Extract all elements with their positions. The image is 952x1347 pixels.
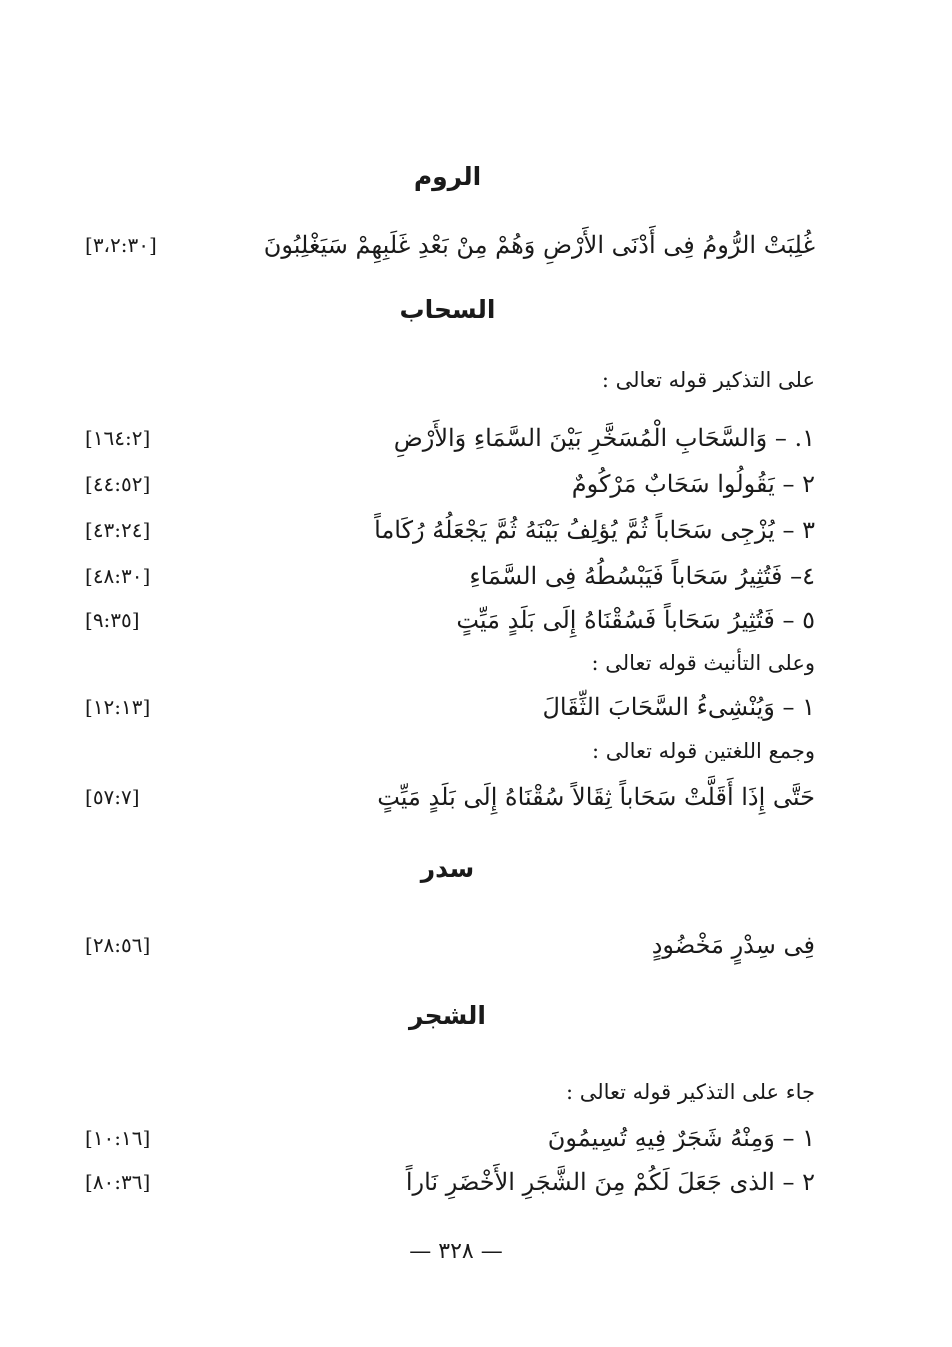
verse-row-rum <box>85 222 815 268</box>
verse-text: ١ – وَمِنْهُ شَجَرٌ فِيهِ تُسِيمُونَ <box>547 1124 815 1152</box>
verse-row-sahab-3 <box>85 507 815 553</box>
verse-row-sahab-4 <box>85 553 815 599</box>
section-title-sidr: سدر <box>420 854 475 883</box>
verse-row-sahab-feminine-1 <box>85 684 815 730</box>
section-title-shajar: الشجر <box>409 1001 486 1030</box>
page-number: — ٣٢٨ — <box>409 1239 503 1264</box>
verse-text: ٢ – الذى جَعَلَ لَكُمْ مِنَ الشَّجَرِ الأَخْضَرِ نَاراً <box>405 1168 815 1196</box>
verse-reference: [١٠:١٦] <box>85 1126 151 1150</box>
verse-row-sahab-both-1 <box>85 774 815 820</box>
verse-reference: [٤٨:٣٠] <box>85 564 151 588</box>
verse-reference: [٩:٣٥] <box>85 608 140 632</box>
verse-text: ٥ – فَتُثِيرُ سَحَاباً فَسُقْنَاهُ إِلَى بَلَدٍ مَيِّتٍ <box>456 606 815 634</box>
intro-both: وجمع اللغتين قوله تعالى : <box>591 739 815 763</box>
section-title-rum: الروم <box>413 162 482 191</box>
verse-text: ١ – وَيُنْشِىءُ السَّحَابَ الثِّقَالَ <box>542 693 815 721</box>
verse-text: فِى سِدْرٍ مَخْضُودٍ <box>651 931 815 959</box>
verse-row-sahab-2 <box>85 461 815 507</box>
verse-reference: [٢٨:٥٦] <box>85 933 151 957</box>
verse-text: غُلِبَتْ الرُّومُ فِى أَدْنَى الأَرْضِ وَهُمْ مِنْ بَعْدِ غَلَبِهِمْ سَيَغْلِبُونَ <box>263 231 815 259</box>
intro-feminine: وعلى التأنيث قوله تعالى : <box>591 651 815 675</box>
verse-text: ٢ – يَقُولُوا سَحَابٌ مَرْكُومٌ <box>571 470 815 498</box>
verse-text: ٣ – يُزْجِى سَحَاباً ثُمَّ يُؤلِفُ بَيْنَهُ ثُمَّ يَجْعَلُهُ رُكَاماً <box>374 516 815 544</box>
verse-row-sahab-5 <box>85 597 815 643</box>
verse-row-sidr <box>85 922 815 968</box>
verse-text: حَتَّى إِذَا أَقَلَّتْ سَحَاباً ثِقَالاً سُقْنَاهُ إِلَى بَلَدٍ مَيِّتٍ <box>377 783 815 811</box>
verse-reference: [١٢:١٣] <box>85 695 151 719</box>
verse-reference: [١٦٤:٢] <box>85 426 151 450</box>
intro-shajar: جاء على التذكير قوله تعالى : <box>565 1080 815 1104</box>
verse-text: ٤– فَتُثِيرُ سَحَاباً فَيَبْسُطُهُ فِى السَّمَاءِ <box>469 562 815 590</box>
verse-reference: [٣،٢:٣٠] <box>85 233 157 257</box>
verse-row-sahab-1 <box>85 415 815 461</box>
verse-reference: [٤٣:٢٤] <box>85 518 151 542</box>
verse-reference: [٥٧:٧] <box>85 785 140 809</box>
section-title-sahab: السحاب <box>399 295 496 324</box>
verse-reference: [٤٤:٥٢] <box>85 472 151 496</box>
verse-text: ١. – وَالسَّحَابِ الْمُسَخَّرِ بَيْنَ السَّمَاءِ وَالأَرْضِ <box>393 424 815 452</box>
verse-row-shajar-1 <box>85 1115 815 1161</box>
verse-row-shajar-2 <box>85 1159 815 1205</box>
verse-reference: [٨٠:٣٦] <box>85 1170 151 1194</box>
intro-masculine: على التذكير قوله تعالى : <box>601 368 815 392</box>
